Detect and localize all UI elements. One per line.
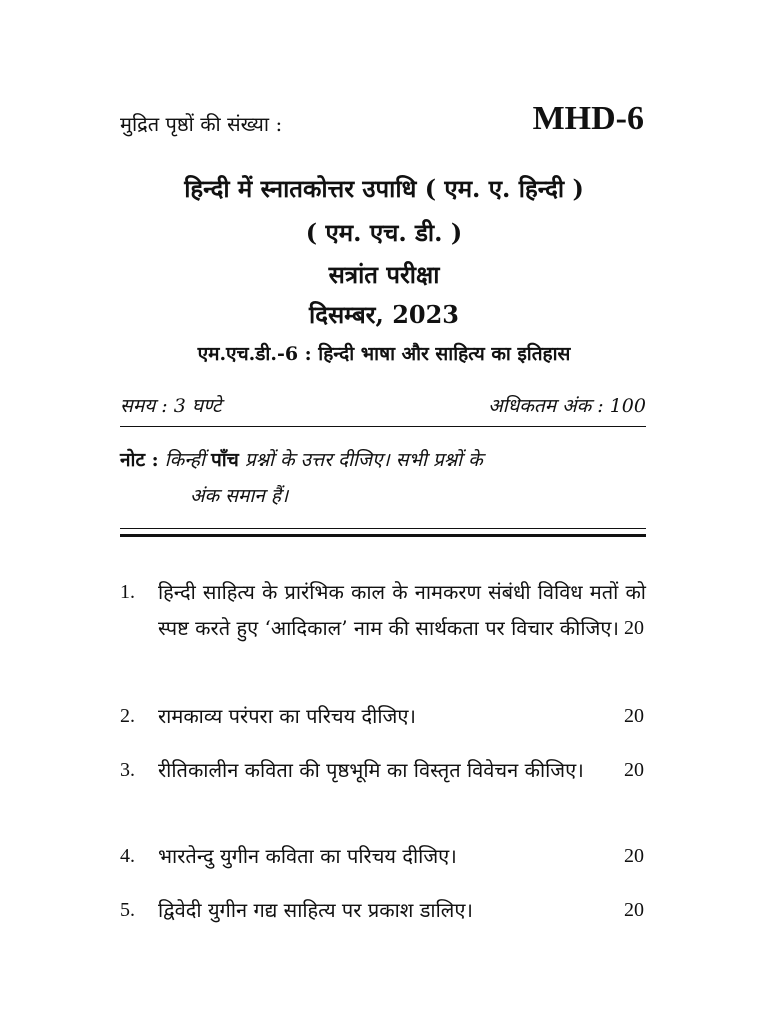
question-marks: 20: [624, 845, 644, 867]
question-item: [120, 892, 646, 928]
session-title: दिसम्बर, 2023: [308, 300, 459, 329]
note-text-part1: किन्हीं: [164, 449, 205, 471]
double-divider-bottom: [120, 534, 646, 537]
question-text: रीतिकालीन कविता की पृष्ठभूमि का विस्तृत विवेचन कीजिए।: [158, 758, 584, 782]
paper-title: एम.एच.डी.-6 : हिन्दी भाषा और साहित्य का इतिहास: [197, 343, 571, 365]
question-number: 4.: [120, 845, 135, 867]
question-marks: 20: [624, 705, 644, 727]
question-number: 1.: [120, 581, 135, 603]
note-text-part2: प्रश्नों के उत्तर दीजिए। सभी प्रश्नों के: [244, 449, 483, 471]
maximum-marks: अधिकतम अंक : 100: [488, 395, 646, 417]
question-text: भारतेन्दु युगीन कविता का परिचय दीजिए।: [158, 844, 457, 868]
question-marks: 20: [624, 899, 644, 921]
question-number: 2.: [120, 705, 135, 727]
exam-meta-row: [120, 392, 646, 418]
course-code: MHD-6: [532, 100, 644, 137]
programme-short-title: ( एम. एच. डी. ): [305, 218, 463, 247]
note-bold-word: पाँच: [210, 449, 239, 471]
question-text: द्विवेदी युगीन गद्य साहित्य पर प्रकाश डालिए।: [158, 898, 473, 922]
question-number: 3.: [120, 759, 135, 781]
programme-title: हिन्दी में स्नातकोत्तर उपाधि ( एम. ए. हिन्दी ): [184, 174, 584, 203]
question-marks: 20: [624, 759, 644, 781]
note-text-line2: अंक समान हैं।: [190, 485, 289, 507]
question-item: [120, 698, 646, 734]
question-item: [120, 838, 646, 874]
instructions-note: [120, 442, 646, 514]
divider: [120, 426, 646, 427]
question-text: रामकाव्य परंपरा का परिचय दीजिए।: [158, 704, 417, 728]
exam-title: सत्रांत परीक्षा: [328, 260, 440, 289]
time-allowed: समय : 3 घण्टे: [120, 395, 222, 417]
printed-pages-label: मुद्रित पृष्ठों की संख्या :: [120, 112, 283, 136]
double-divider-top: [120, 528, 646, 529]
question-item: [120, 574, 646, 646]
question-number: 5.: [120, 899, 135, 921]
question-text: हिन्दी साहित्य के प्रारंभिक काल के नामकरण संबंधी विविध मतों को स्पष्ट करते हुए ‘आदिकाल’ नाम की सार्थकता पर विचार कीजिए।: [158, 580, 646, 640]
question-item: [120, 752, 646, 788]
question-marks: 20: [624, 617, 644, 639]
note-label: नोट :: [120, 449, 159, 471]
